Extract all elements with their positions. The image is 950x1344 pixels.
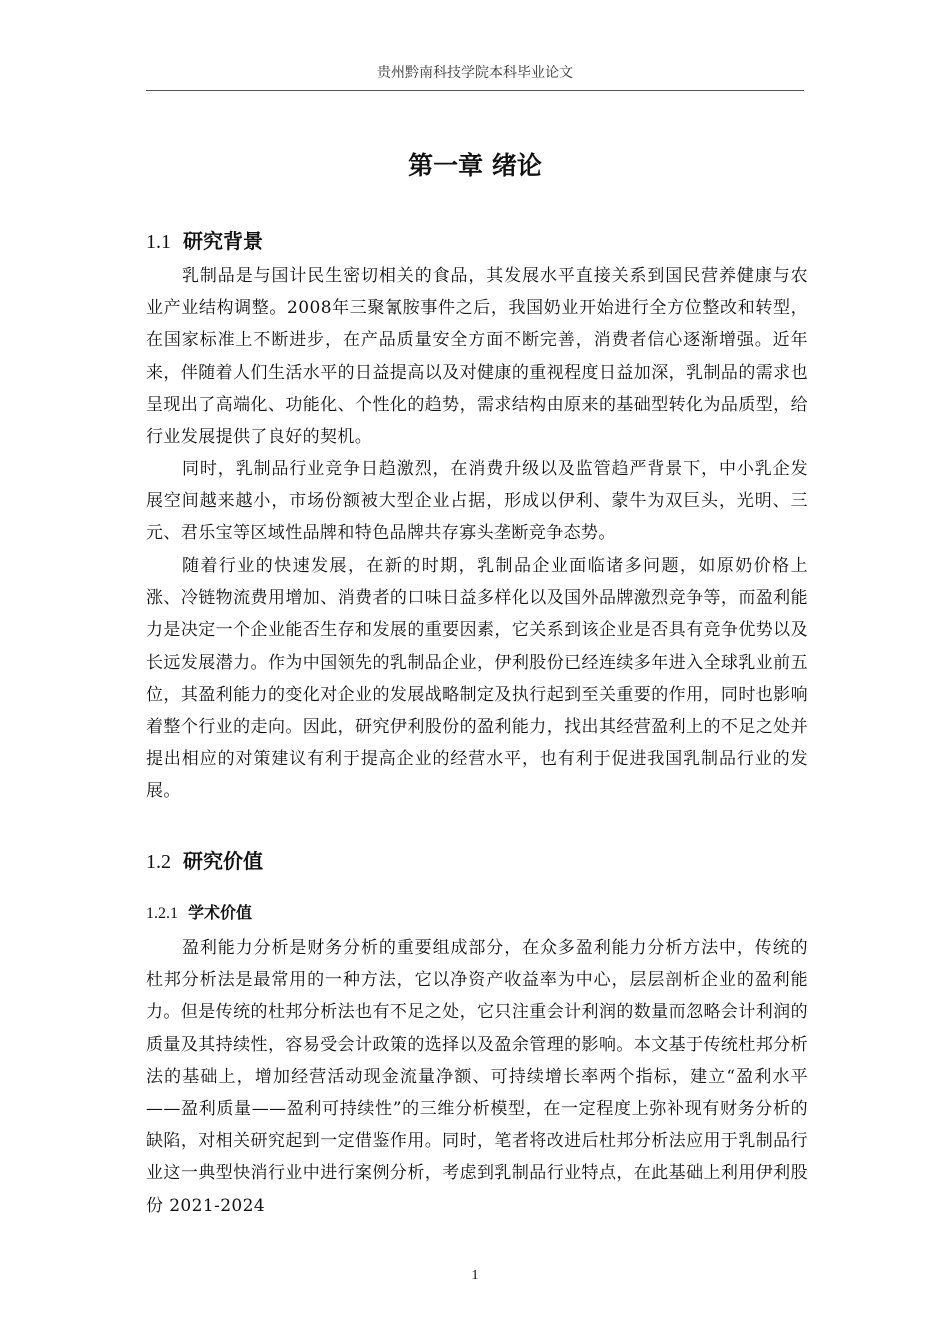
paragraph-background-3: 随着行业的快速发展，在新的时期，乳制品企业面临诸多问题，如原奶价格上涨、冷链物流费用增加、消费者的口味日益多样化以及国外品牌激烈竞争等，而盈利能力是决定一个企业能否生存和发展的重要因素，它关系到该企业是否具有竞争优势以及长远发展潜力。作为中国领先的乳制品企业，伊利股份已经连续多年进入全球乳业前五位，其盈利能力的变化对企业的发展战略制定及执行起到至关重要的作用，同时也影响着整个行业的走向。因此，研究伊利股份的盈利能力，找出其经营盈利上的不足之处并提出相应的对策建议有利于提高企业的经营水平，也有利于促进我国乳制品行业的发展。 — [146, 556, 808, 802]
subsection-heading-1-2-1 — [146, 900, 252, 923]
header-divider — [146, 90, 804, 91]
paragraph-background-1: 乳制品是与国计民生密切相关的食品，其发展水平直接关系到国民营养健康与农业产业结构调整。2008年三聚氰胺事件之后，我国奶业开始进行全方位整改和转型，在国家标准上不断进步，在产品质量安全方面不断完善，消费者信心逐渐增强。近年来，伴随着人们生活水平的日益提高以及对健康的重视程度日益加深，乳制品的需求也呈现出了高端化、功能化、个性化的趋势，需求结构由原来的基础型转化为品质型，给行业发展提供了良好的契机。 — [146, 266, 808, 448]
running-header: 贵州黔南科技学院本科毕业论文 — [377, 65, 573, 81]
paragraph-academic-value: 盈利能力分析是财务分析的重要组成部分，在众多盈利能力分析方法中，传统的杜邦分析法是最常用的一种方法，它以净资产收益率为中心，层层剖析企业的盈利能力。但是传统的杜邦分析法也有不足之处，它只注重会计利润的数量而忽略会计利润的质量及其持续性，容易受会计政策的选择以及盈余管理的影响。本文基于传统杜邦分析法的基础上，增加经营活动现金流量净额、可持续增长率两个指标，建立“盈利水平——盈利质量——盈利可持续性”的三维分析模型，在一定程度上弥补现有财务分析的缺陷，对相关研究起到一定借鉴作用。同时，笔者将改进后杜邦分析法应用于乳制品行业这一典型快消行业中进行案例分析，考虑到乳制品行业特点，在此基础上利用伊利股份 2021-2024 — [146, 938, 808, 1216]
section-heading-1-1 — [146, 225, 263, 254]
subsection-title: 学术价值 — [188, 903, 253, 922]
section-title: 研究背景 — [183, 229, 263, 253]
page-number: 1 — [471, 1268, 479, 1283]
section-number: 1.2 — [146, 851, 171, 873]
section-number: 1.1 — [146, 231, 171, 253]
paragraph-background-2: 同时，乳制品行业竞争日趋激烈，在消费升级以及监管趋严背景下，中小乳企发展空间越来越小，市场份额被大型企业占据，形成以伊利、蒙牛为双巨头，光明、三元、君乐宝等区域性品牌和特色品牌共存寡头垄断竞争态势。 — [146, 459, 808, 544]
subsection-number: 1.2.1 — [146, 905, 178, 922]
section-heading-1-2 — [146, 845, 263, 874]
chapter-title: 第一章 绪论 — [408, 151, 542, 180]
section-title: 研究价值 — [183, 849, 263, 873]
